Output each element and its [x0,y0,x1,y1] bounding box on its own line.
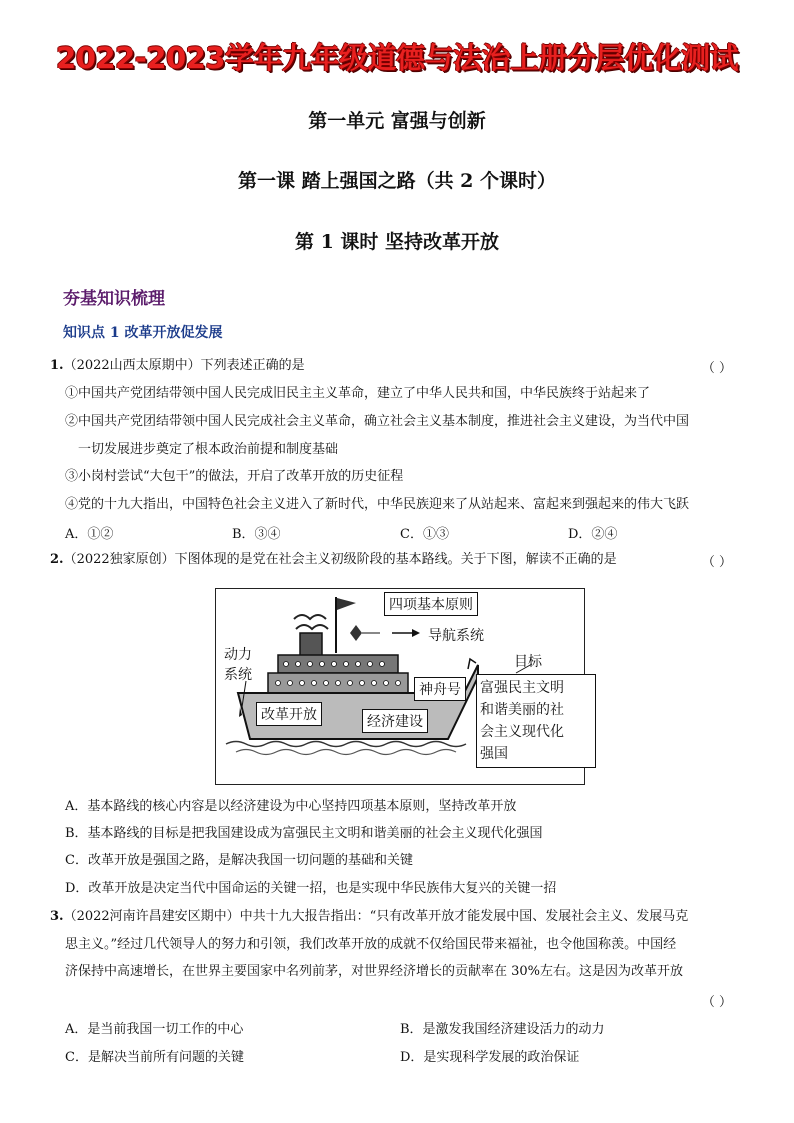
option-d: D．改革开放是决定当代中国命运的关键一招，也是实现中华民族伟大复兴的关键一招 [65,881,557,896]
goal-label: 目标 [514,654,542,670]
goal-text-4: 强国 [480,746,508,762]
power-label-1: 动力 [224,647,252,663]
question-text: （2022河南许昌建安区期中）中共十九大报告指出：“只有改革开放才能发展中国、发展社会主义、发展马克 [63,909,689,924]
statement-1: ①中国共产党团结带领中国人民完成旧民主主义革命，建立了中华人民共和国，中华民族终于站起来了 [65,386,651,401]
statement-3: ③小岗村尝试“大包干”的做法，开启了改革开放的历史征程 [65,469,404,484]
power-label-2: 系统 [224,667,252,683]
goal-text-2: 和谐美丽的社 [480,702,564,718]
economy-label: 经济建设 [362,709,428,733]
question-text: （2022山西太原期中）下列表述正确的是 [63,358,305,373]
unit-heading: 第一单元 富强与创新 [308,110,486,132]
basic-line-ship-figure [215,588,585,785]
section-title: 夯基知识梳理 [63,289,165,309]
question-1-stem [50,357,305,375]
document-title: 2022-2023学年九年级道德与法治上册分层优化测试 [56,41,738,75]
answer-blank: （ ） [701,361,732,376]
question-3-stem [50,908,688,926]
ship-name-label: 神舟号 [414,677,466,701]
question-number: 2. [50,552,64,567]
option-b: B．是激发我国经济建设活力的动力 [400,1022,605,1037]
option-c: C．改革开放是强国之路，是解决我国一切问题的基础和关键 [65,853,413,868]
period-heading: 第 1 课时 坚持改革开放 [294,231,500,253]
question-3-text-3: 济保持中高速增长，在世界主要国家中名列前茅，对世界经济增长的贡献率在 30%左右。这是因为改革开放 [65,964,684,979]
option-c: C．①③ [400,527,449,542]
statement-4: ④党的十九大指出，中国特色社会主义进入了新时代，中华民族迎来了从站起来、富起来到强起来的伟大飞跃 [65,497,690,512]
option-d: D．是实现科学发展的政治保证 [400,1050,580,1065]
option-a: A．基本路线的核心内容是以经济建设为中心坚持四项基本原则，坚持改革开放 [65,799,517,814]
question-number: 1. [50,358,64,373]
statement-2: ②中国共产党团结带领中国人民完成社会主义革命，确立社会主义基本制度，推进社会主义建设，为当代中国 [65,414,690,429]
option-a: A．是当前我国一切工作的中心 [65,1022,244,1037]
question-number: 3. [50,909,64,924]
question-text: （2022独家原创）下图体现的是党在社会主义初级阶段的基本路线。关于下图，解读不正确的是 [63,552,617,567]
navigation-label: 导航系统 [428,628,484,644]
reform-label: 改革开放 [256,702,322,726]
answer-blank: （ ） [701,555,732,570]
knowledge-point-title: 知识点 1 改革开放促发展 [63,325,223,341]
goal-text-3: 会主义现代化 [480,724,564,740]
question-3-text-2: 思主义。”经过几代领导人的努力和引领，我们改革开放的成就不仅给国民带来福祉，也令他国称羡。中国经 [65,937,677,952]
option-a: A．①② [65,527,114,542]
option-c: C．是解决当前所有问题的关键 [65,1050,244,1065]
four-principles-label: 四项基本原则 [384,592,478,616]
option-d: D．②④ [568,527,618,542]
question-2-stem [50,551,617,569]
goal-box [476,674,596,768]
lesson-heading: 第一课 踏上强国之路（共 2 个课时） [237,170,557,192]
goal-text-1: 富强民主文明 [480,680,564,696]
statement-2-cont: 一切发展进步奠定了根本政治前提和制度基础 [78,442,339,457]
answer-blank: （ ） [701,995,732,1010]
option-b: B．③④ [232,527,281,542]
option-b: B．基本路线的目标是把我国建设成为富强民主文明和谐美丽的社会主义现代化强国 [65,826,543,841]
